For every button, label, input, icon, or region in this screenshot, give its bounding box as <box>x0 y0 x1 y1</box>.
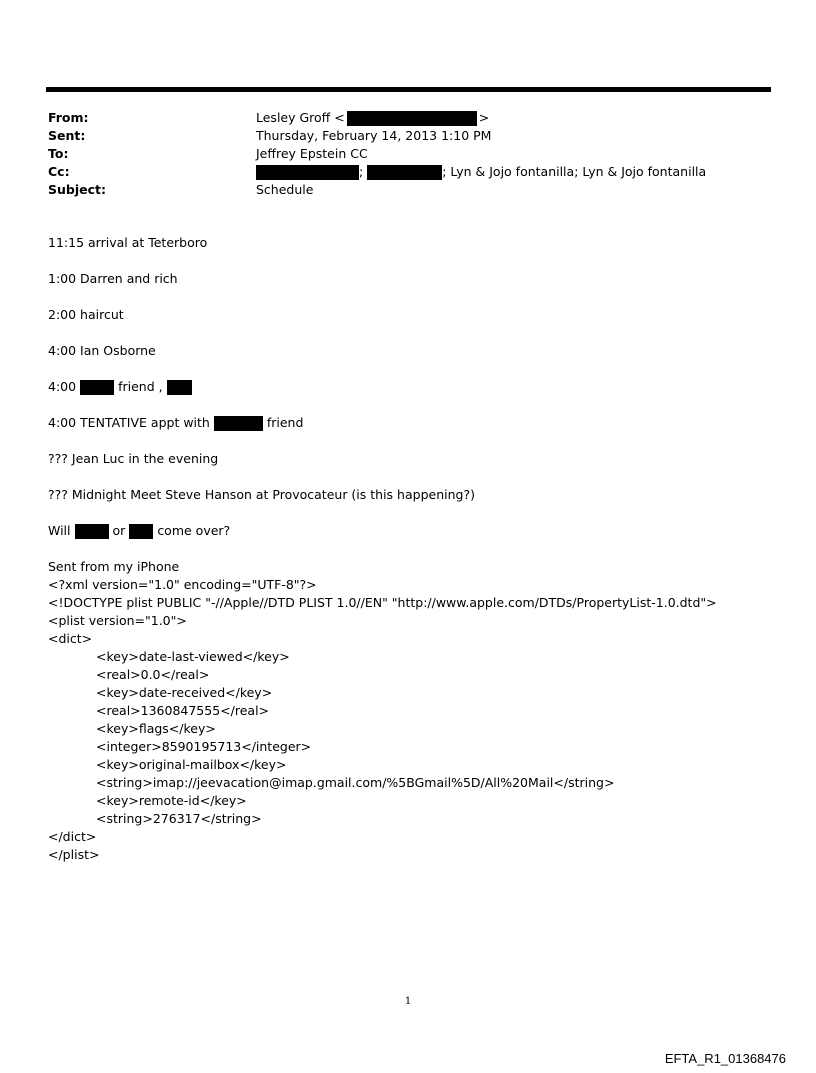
plist-line: <!DOCTYPE plist PUBLIC "-//Apple//DTD PLIST 1.0//EN" "http://www.apple.com/DTDs/PropertyList-1.0.dtd"> <box>48 595 717 610</box>
sent-row <box>48 127 706 145</box>
schedule-text: Will <box>48 523 71 538</box>
plist-line: <string>276317</string> <box>96 811 262 826</box>
plist-line: <key>date-received</key> <box>96 685 273 700</box>
schedule-line <box>48 414 778 432</box>
plist-line: <key>remote-id</key> <box>96 793 247 808</box>
subject-label: Subject: <box>48 182 106 197</box>
schedule-line: 2:00 haircut <box>48 307 124 322</box>
plist-line: <integer>8590195713</integer> <box>96 739 312 754</box>
cc-row <box>48 163 706 181</box>
from-close: > <box>478 110 490 125</box>
schedule-text: 4:00 <box>48 379 77 394</box>
schedule-line <box>48 378 778 396</box>
sent-label: Sent: <box>48 128 86 143</box>
to-row <box>48 145 706 163</box>
schedule-text: come over? <box>157 523 231 538</box>
plist-line: <key>date-last-viewed</key> <box>96 649 290 664</box>
plist-line: <string>imap://jeevacation@imap.gmail.com/%5BGmail%5D/All%20Mail</string> <box>96 775 615 790</box>
plist-line: </plist> <box>48 847 100 862</box>
plist-line: <key>original-mailbox</key> <box>96 757 287 772</box>
plist-line: <?xml version="1.0" encoding="UTF-8"?> <box>48 577 317 592</box>
schedule-text: or <box>112 523 126 538</box>
from-name: Lesley Groff < <box>256 110 345 125</box>
schedule-line <box>48 522 778 540</box>
redaction-block <box>167 380 192 395</box>
schedule-line: ??? Midnight Meet Steve Hanson at Provocateur (is this happening?) <box>48 487 475 502</box>
email-body <box>48 234 778 864</box>
plist-line: <real>0.0</real> <box>96 667 210 682</box>
header-rule <box>46 87 771 92</box>
redaction-block <box>80 380 114 395</box>
subject-row <box>48 181 706 199</box>
plist-line: <real>1360847555</real> <box>96 703 270 718</box>
schedule-line: 11:15 arrival at Teterboro <box>48 235 208 250</box>
plist-line: </dict> <box>48 829 97 844</box>
schedule-line: 1:00 Darren and rich <box>48 271 178 286</box>
bates-number: EFTA_R1_01368476 <box>664 1051 786 1066</box>
schedule-line: ??? Jean Luc in the evening <box>48 451 219 466</box>
redaction-block <box>129 524 153 539</box>
schedule-text: friend , <box>118 379 163 394</box>
redaction-block <box>214 416 263 431</box>
subject-value: Schedule <box>256 182 314 197</box>
cc-value <box>256 163 706 181</box>
cc-rest: ; Lyn & Jojo fontanilla; Lyn & Jojo fontanilla <box>442 164 707 179</box>
from-label: From: <box>48 110 89 125</box>
schedule-text: 4:00 TENTATIVE appt with <box>48 415 210 430</box>
cc-separator: ; <box>359 164 364 179</box>
schedule-line: 4:00 Ian Osborne <box>48 343 156 358</box>
sent-from-line: Sent from my iPhone <box>48 559 180 574</box>
cc-label: Cc: <box>48 164 70 179</box>
redaction-block <box>75 524 109 539</box>
plist-line: <key>flags</key> <box>96 721 216 736</box>
page-number: 1 <box>404 996 412 1007</box>
to-value: Jeffrey Epstein CC <box>256 146 368 161</box>
sent-value: Thursday, February 14, 2013 1:10 PM <box>256 128 492 143</box>
plist-line: <dict> <box>48 631 93 646</box>
redaction-block <box>347 111 477 126</box>
from-row <box>48 109 706 127</box>
redaction-block <box>367 165 442 180</box>
to-label: To: <box>48 146 69 161</box>
redaction-block <box>256 165 359 180</box>
email-header <box>48 109 706 199</box>
from-value <box>256 109 489 127</box>
plist-line: <plist version="1.0"> <box>48 613 187 628</box>
schedule-text: friend <box>266 415 304 430</box>
